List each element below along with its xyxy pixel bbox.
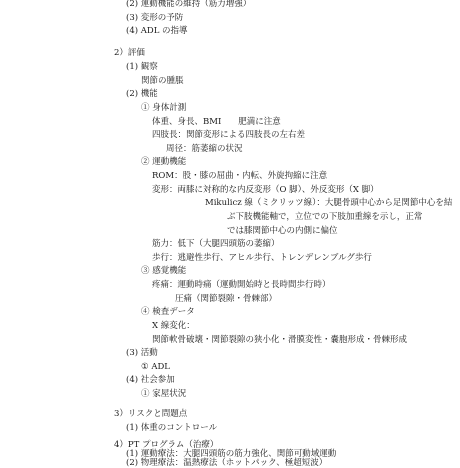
list-item: ② 運動機能 <box>141 157 187 167</box>
section-heading: 4）PT プログラム（治療） <box>114 440 219 450</box>
list-item: X 線変化： <box>152 321 195 331</box>
list-item: ③ 感覚機能 <box>141 266 187 276</box>
section-heading: 3）リスクと問題点 <box>114 409 188 419</box>
list-item: 疼痛：運動時痛（運動開始時と長時間歩行時） <box>152 280 331 290</box>
list-item: (3) 活動 <box>126 348 158 358</box>
list-item: では膝関節中心の内側に偏位 <box>227 226 338 236</box>
list-item: ぶ下肢機能軸で，立位での下肢加重線を示し，正常 <box>227 212 423 222</box>
list-item: ① 家屋状況 <box>141 389 187 399</box>
list-item: (4) 社会参加 <box>126 375 175 385</box>
list-item: 体重、身長、BMI 肥満に注意 <box>152 117 281 127</box>
list-item: (1) 観察 <box>126 62 158 72</box>
list-item: 関節の腫脹 <box>141 76 184 86</box>
list-item: (3) 変形の予防 <box>126 13 184 23</box>
list-item: (4) ADL の指導 <box>126 26 188 36</box>
list-item: 周径：筋萎縮の状況 <box>166 144 243 154</box>
list-item: 歩行：逃避性歩行、アヒル歩行、トレンデレンブルグ歩行 <box>152 253 372 263</box>
list-item: (2) 運動機能の維持（筋力増強） <box>126 0 252 9</box>
list-item: Mikulicz 線（ミクリッツ線）：大腿骨頭中心から足関節中心を結 <box>205 198 453 208</box>
list-item: (1) 体重のコントロール <box>126 423 218 433</box>
section-heading: 2）評価 <box>114 48 145 58</box>
list-item: ① ADL <box>141 362 170 372</box>
list-item: 四肢長：関節変形による四肢長の左右差 <box>152 130 306 140</box>
list-item: 変形：両膝に対称的な内反変形（O 脚）、外反変形（X 脚） <box>152 185 379 195</box>
list-item: (2) 機能 <box>126 89 158 99</box>
list-item: 筋力：低下（大腿四頭筋の萎縮） <box>152 239 280 249</box>
list-item: ROM：股・膝の屈曲・内転、外旋拘縮に注意 <box>152 171 328 181</box>
list-item: (2) 物理療法：温熱療法（ホットパック、極超短波） <box>126 458 328 468</box>
list-item: ① 身体計測 <box>141 103 187 113</box>
list-item: 圧痛（関節裂隙・骨棘部） <box>175 294 278 304</box>
list-item: (1) 運動療法：大腿四頭筋の筋力強化、関節可動域運動 <box>126 449 337 459</box>
list-item: ④ 検査データ <box>141 307 195 317</box>
list-item: 関節軟骨破壊・関節裂隙の狭小化・滑膜変性・嚢胞形成・骨棘形成 <box>152 335 408 345</box>
